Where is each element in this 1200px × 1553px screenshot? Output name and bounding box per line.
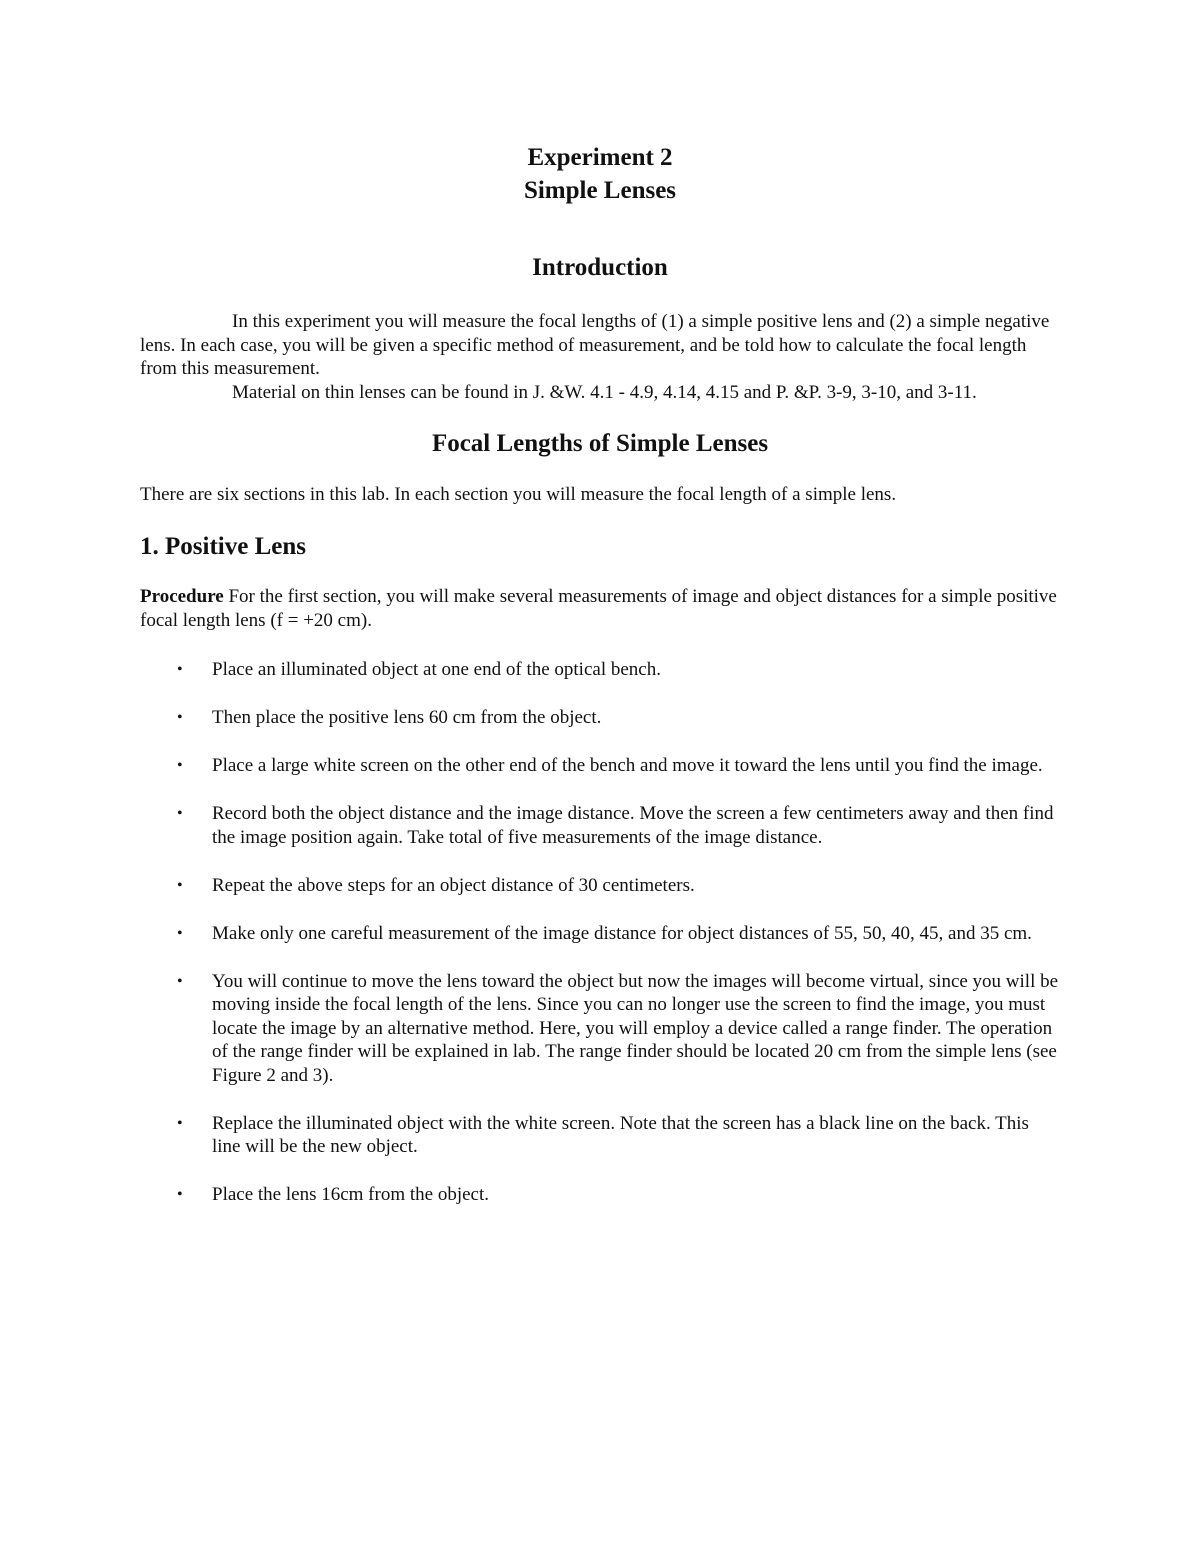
list-item bbox=[140, 802, 1060, 849]
step-text: Place the lens 16cm from the object. bbox=[212, 1184, 489, 1205]
experiment-number-title: Experiment 2 bbox=[527, 144, 673, 171]
list-item bbox=[140, 1183, 1060, 1207]
step-text: Place an illuminated object at one end of the optical bench. bbox=[212, 659, 661, 680]
bullet-icon: • bbox=[177, 876, 183, 894]
step-text: You will continue to move the lens toward the object but now the images will become virtual, since you will be moving inside the focal length of the lens. Since you can no longer use the screen to find the image, you must locate the image by an alternative method. Here, you will employ a device called a range finder. The operation of the range finder will be explained in lab. The range finder should be located 20 cm from the simple lens (see Figure 2 and 3). bbox=[212, 970, 1059, 1086]
bullet-icon: • bbox=[177, 924, 183, 942]
sections-overview-paragraph: There are six sections in this lab. In each section you will measure the focal length of a simple lens. bbox=[140, 484, 897, 505]
bullet-icon: • bbox=[177, 1114, 183, 1132]
focal-lengths-heading: Focal Lengths of Simple Lenses bbox=[431, 430, 769, 457]
list-item bbox=[140, 970, 1060, 1088]
introduction-paragraph: In this experiment you will measure the focal lengths of (1) a simple positive lens and (2) a simple negative lens. In each case, you will be given a specific method of measurement, and be told how to calculate the focal length from this measurement. bbox=[140, 311, 1050, 379]
step-text: Repeat the above steps for an object distance of 30 centimeters. bbox=[212, 874, 695, 896]
list-item bbox=[140, 1112, 1060, 1159]
introduction-heading: Introduction bbox=[532, 254, 668, 281]
section-1-heading: 1. Positive Lens bbox=[140, 533, 306, 560]
step-text: Replace the illuminated object with the white screen. Note that the screen has a black line on the back. This line will be the new object. bbox=[212, 1112, 1029, 1157]
procedure-label: Procedure bbox=[140, 586, 224, 607]
step-text: Make only one careful measurement of the image distance for object distances of 55, 50, 40, 45, and 35 cm. bbox=[212, 922, 1032, 944]
step-text: Then place the positive lens 60 cm from the object. bbox=[212, 707, 602, 728]
bullet-icon: • bbox=[177, 757, 183, 774]
bullet-icon: • bbox=[177, 972, 183, 990]
list-item bbox=[140, 706, 1060, 730]
bullet-icon: • bbox=[177, 709, 183, 726]
procedure-text: For the first section, you will make several measurements of image and object distances for a simple positive focal length lens (f = +20 cm). bbox=[140, 586, 1057, 631]
list-item bbox=[140, 754, 1060, 778]
step-text: Place a large white screen on the other end of the bench and move it toward the lens until you find the image. bbox=[212, 755, 1043, 776]
procedure-paragraph bbox=[140, 585, 1060, 632]
list-item bbox=[140, 874, 1060, 898]
procedure-steps-list bbox=[140, 658, 1060, 1231]
reference-material-paragraph: Material on thin lenses can be found in J. &W. 4.1 - 4.9, 4.14, 4.15 and P. &P. 3-9, 3-10, and 3-11. bbox=[232, 382, 977, 403]
list-item bbox=[140, 658, 1060, 682]
bullet-icon: • bbox=[177, 1186, 183, 1203]
bullet-icon: • bbox=[177, 661, 183, 678]
bullet-icon: • bbox=[177, 805, 183, 822]
list-item bbox=[140, 922, 1060, 946]
experiment-title: Simple Lenses bbox=[523, 177, 677, 204]
step-text: Record both the object distance and the image distance. Move the screen a few centimeters away and then find the image position again. Take total of five measurements of the image distance. bbox=[212, 803, 1054, 848]
